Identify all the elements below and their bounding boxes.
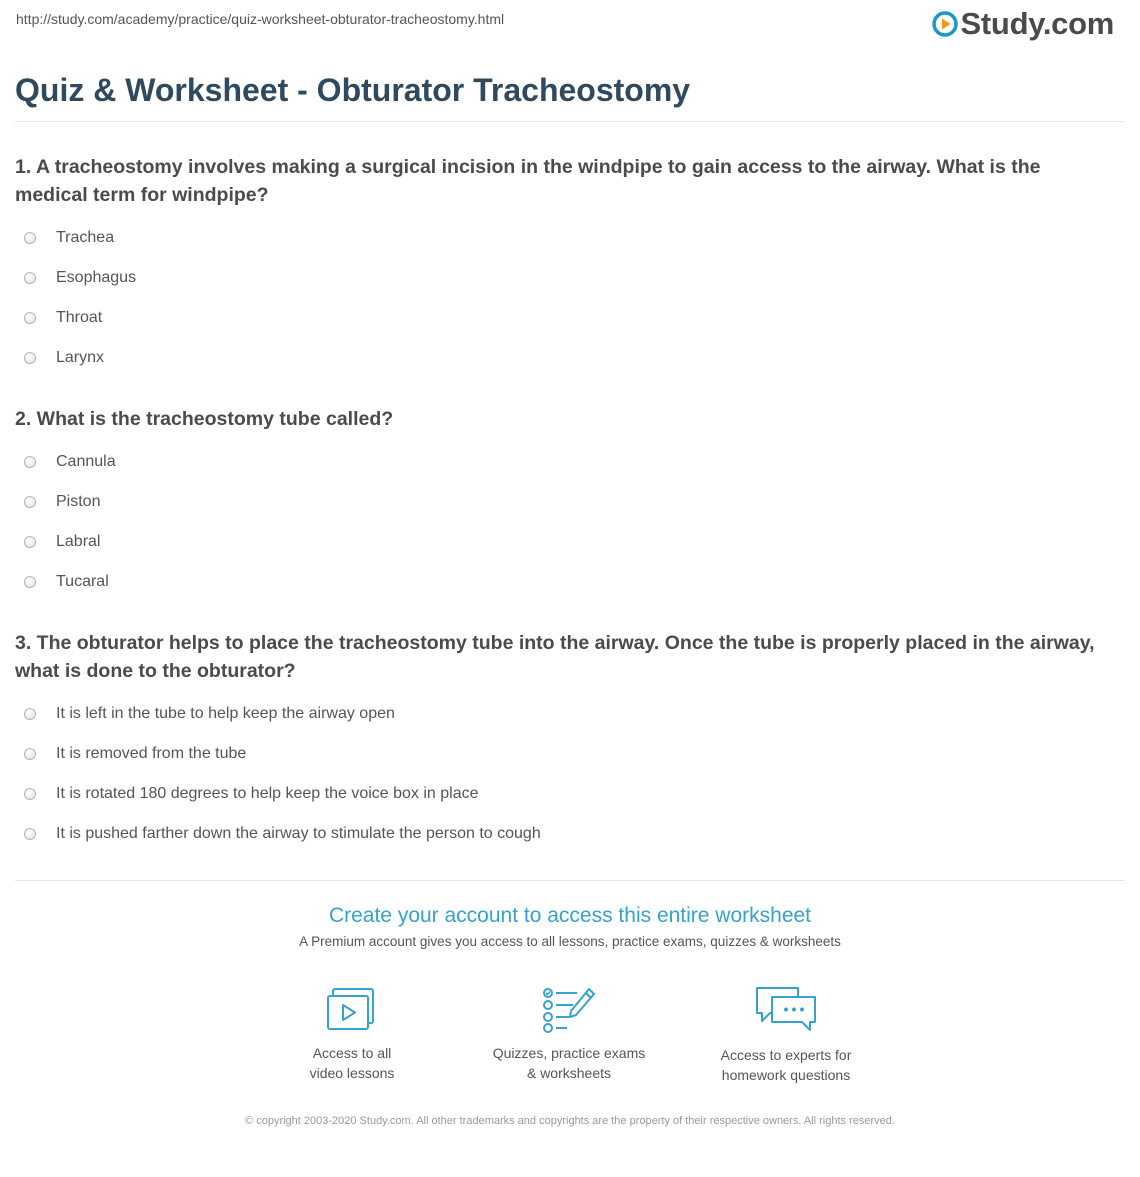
answer-list (15, 694, 1115, 854)
answer-label: It is rotated 180 degrees to help keep the voice box in place (56, 785, 479, 802)
premium-description: A Premium account gives you access to all lessons, practice exams, quizzes & worksheets (299, 934, 841, 949)
feature-label-line: Quizzes, practice exams (492, 1045, 646, 1061)
radio-button[interactable] (24, 272, 36, 284)
title-divider (15, 121, 1125, 122)
feature-label-line: Access to all (312, 1045, 392, 1061)
feature-label-line: & worksheets (526, 1065, 612, 1081)
radio-button[interactable] (24, 352, 36, 364)
radio-button[interactable] (24, 828, 36, 840)
radio-button[interactable] (24, 788, 36, 800)
copyright-footer: © copyright 2003-2020 Study.com. All other trademarks and copyrights are the property of their respective owners. All rights reserved. (245, 1115, 895, 1127)
question-2 (15, 405, 1115, 602)
chat-bubbles-icon (754, 985, 818, 1035)
question-text: 1. A tracheostomy involves making a surgical incision in the windpipe to gain access to the airway. What is the medical term for windpipe? (15, 156, 1041, 206)
radio-button[interactable] (24, 708, 36, 720)
feature-label-line: video lessons (309, 1065, 395, 1081)
answer-option[interactable] (15, 814, 1115, 854)
radio-button[interactable] (24, 312, 36, 324)
feature-label-line: Access to experts for (720, 1047, 852, 1063)
radio-button[interactable] (24, 456, 36, 468)
answer-label: Tucaral (56, 573, 109, 590)
answer-option[interactable] (15, 218, 1115, 258)
answer-label: Trachea (56, 229, 115, 246)
radio-button[interactable] (24, 496, 36, 508)
answer-option[interactable] (15, 774, 1115, 814)
answer-label: Throat (56, 309, 103, 326)
answer-label: Esophagus (56, 269, 137, 286)
page-url: http://study.com/academy/practice/quiz-worksheet-obturator-tracheostomy.html (16, 11, 505, 27)
cta-divider (15, 880, 1125, 881)
answer-option[interactable] (15, 442, 1115, 482)
answer-option[interactable] (15, 338, 1115, 378)
answer-option[interactable] (15, 298, 1115, 338)
radio-button[interactable] (24, 748, 36, 760)
answer-option[interactable] (15, 258, 1115, 298)
question-text: 3. The obturator helps to place the tracheostomy tube into the airway. Once the tube is properly placed in the airway, what is done to the obturator? (15, 632, 1095, 682)
question-text: 2. What is the tracheostomy tube called? (15, 408, 394, 430)
answer-label: It is pushed farther down the airway to stimulate the person to cough (56, 825, 541, 842)
answer-option[interactable] (15, 562, 1115, 602)
answer-label: Larynx (56, 349, 105, 366)
answer-label: Labral (56, 533, 101, 550)
radio-button[interactable] (24, 536, 36, 548)
answer-label: Cannula (56, 453, 116, 470)
feature-label-line: homework questions (721, 1067, 851, 1083)
feature-label (686, 1045, 886, 1085)
radio-button[interactable] (24, 576, 36, 588)
answer-option[interactable] (15, 694, 1115, 734)
answer-option[interactable] (15, 482, 1115, 522)
page-title: Quiz & Worksheet - Obturator Tracheostomy (15, 72, 691, 108)
create-account-link[interactable]: Create your account to access this entire worksheet (328, 904, 812, 927)
answer-label: It is left in the tube to help keep the airway open (56, 705, 395, 722)
answer-list (15, 218, 1115, 378)
question-3 (15, 629, 1115, 854)
answer-option[interactable] (15, 734, 1115, 774)
video-lesson-icon (326, 985, 378, 1033)
feature-label (252, 1043, 452, 1083)
feature-experts (686, 985, 886, 1085)
answer-label: Piston (56, 493, 101, 510)
answer-list (15, 442, 1115, 602)
feature-video-lessons (252, 985, 452, 1083)
question-1 (15, 153, 1115, 378)
feature-quizzes (469, 985, 669, 1083)
feature-label (469, 1043, 669, 1083)
answer-option[interactable] (15, 522, 1115, 562)
play-circle-logo-icon (932, 11, 958, 37)
study-logo[interactable] (932, 6, 1114, 42)
answer-label: It is removed from the tube (56, 745, 247, 762)
quiz-list-icon (541, 985, 597, 1033)
logo-text: Study.com (960, 6, 1114, 41)
radio-button[interactable] (24, 232, 36, 244)
